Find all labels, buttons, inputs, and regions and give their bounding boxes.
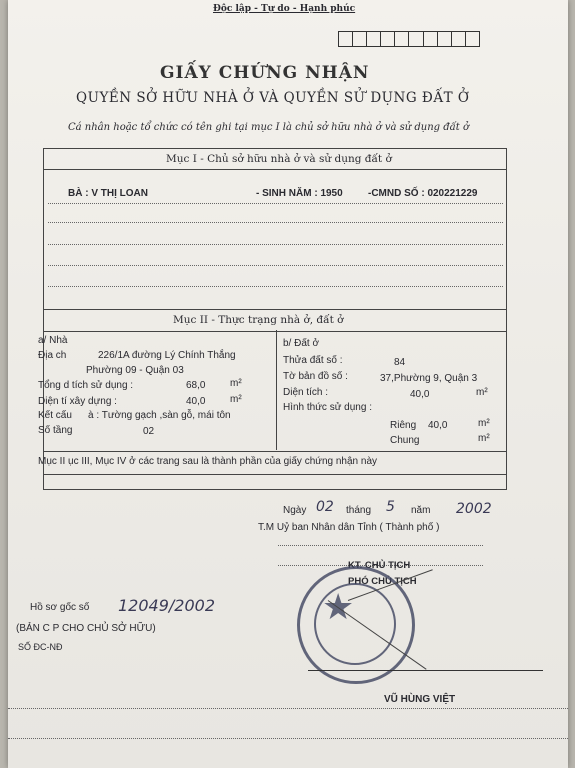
date-day-label: Ngày xyxy=(283,505,307,516)
house-address-label: Địa ch xyxy=(38,350,67,361)
house-address-line2: Phường 09 - Quận 03 xyxy=(86,365,184,376)
parcel-label: Thửa đất số : xyxy=(283,355,343,366)
owner-birth-year: - SINH NĂM : 1950 xyxy=(256,188,343,199)
star-icon: ★ xyxy=(322,587,355,628)
section1-heading: Mục I - Chủ sở hữu nhà ở và sử dụng đất ở xyxy=(166,153,392,165)
issuing-authority: T.M Uỷ ban Nhân dân Tỉnh ( Thành phố ) xyxy=(258,522,440,533)
floors-value: 02 xyxy=(143,426,155,437)
land-area-unit: m² xyxy=(476,387,488,398)
usage-label: Hình thức sử dụng : xyxy=(283,402,372,413)
date-month: 5 xyxy=(386,499,395,515)
land-label: b/ Đất ở xyxy=(283,338,320,349)
build-area-label: Diện tí xây dựng : xyxy=(38,396,117,407)
file-number-label: Hồ sơ gốc số xyxy=(30,602,90,613)
shared-label: Chung xyxy=(390,435,420,446)
official-seal xyxy=(297,566,415,684)
build-area-unit: m² xyxy=(230,394,242,405)
file-number-value: 12049/2002 xyxy=(118,596,216,615)
map-value: 37,Phường 9, Quận 3 xyxy=(380,373,478,384)
owner-id-number: -CMND SỐ : 020221229 xyxy=(368,188,478,199)
map-label: Tờ bản đồ số : xyxy=(283,371,348,382)
build-area-value: 40,0 xyxy=(186,396,206,407)
land-area-label: Diện tích : xyxy=(283,387,329,398)
national-motto: Độc lập - Tự do - Hạnh phúc xyxy=(213,4,356,14)
certificate-page xyxy=(8,0,568,768)
shared-unit: m² xyxy=(478,433,490,444)
intro-text: Cá nhân hoặc tổ chức có tên ghi tại mục I là chủ sở hữu nhà ở và sử dụng đất ở xyxy=(68,122,469,133)
private-unit: m² xyxy=(478,418,490,429)
section2-heading: Mục II - Thực trạng nhà ở, đất ở xyxy=(173,314,344,326)
registration-label: SỐ ĐC-NĐ xyxy=(18,642,63,652)
land-area-value: 40,0 xyxy=(410,389,430,400)
role-line1: KT. CHỦ TỊCH xyxy=(348,560,411,571)
private-value: 40,0 xyxy=(428,420,448,431)
floors-label: Số tầng xyxy=(38,425,73,436)
date-month-label: tháng xyxy=(346,505,372,516)
copy-note: (BẢN C P CHO CHỦ SỞ HỮU) xyxy=(16,623,156,634)
structure-value: à : Tường gạch ,sàn gỗ, mái tôn xyxy=(88,410,231,421)
signer-name: VŨ HÙNG VIỆT xyxy=(384,694,456,705)
owner-name: BÀ : V THỊ LOAN xyxy=(68,188,148,199)
total-area-unit: m² xyxy=(230,378,242,389)
private-label: Riêng xyxy=(390,420,417,431)
role-line2: PHÓ CHỦ TỊCH xyxy=(348,576,417,587)
total-area-value: 68,0 xyxy=(186,380,206,391)
total-area-label: Tổng d tích sử dụng : xyxy=(38,380,134,391)
parcel-value: 84 xyxy=(394,357,406,368)
certificate-subtitle: QUYỀN SỞ HỮU NHÀ Ở VÀ QUYỀN SỬ DỤNG ĐẤT Ở xyxy=(76,90,470,106)
house-label: a/ Nhà xyxy=(38,335,68,346)
date-year: 2002 xyxy=(456,501,492,517)
date-day: 02 xyxy=(316,499,334,515)
certificate-title: GIẤY CHỨNG NHẬN xyxy=(160,63,370,83)
structure-label: Kết cấu xyxy=(38,410,72,421)
footer-note: Mục II ục III, Mục IV ở các trang sau là thành phần của giấy chứng nhận này xyxy=(38,456,377,467)
date-year-label: năm xyxy=(411,505,431,516)
signature-line xyxy=(308,670,543,671)
serial-number-boxes xyxy=(338,31,480,47)
house-address-line1: 226/1A đường Lý Chính Thắng xyxy=(98,350,236,361)
